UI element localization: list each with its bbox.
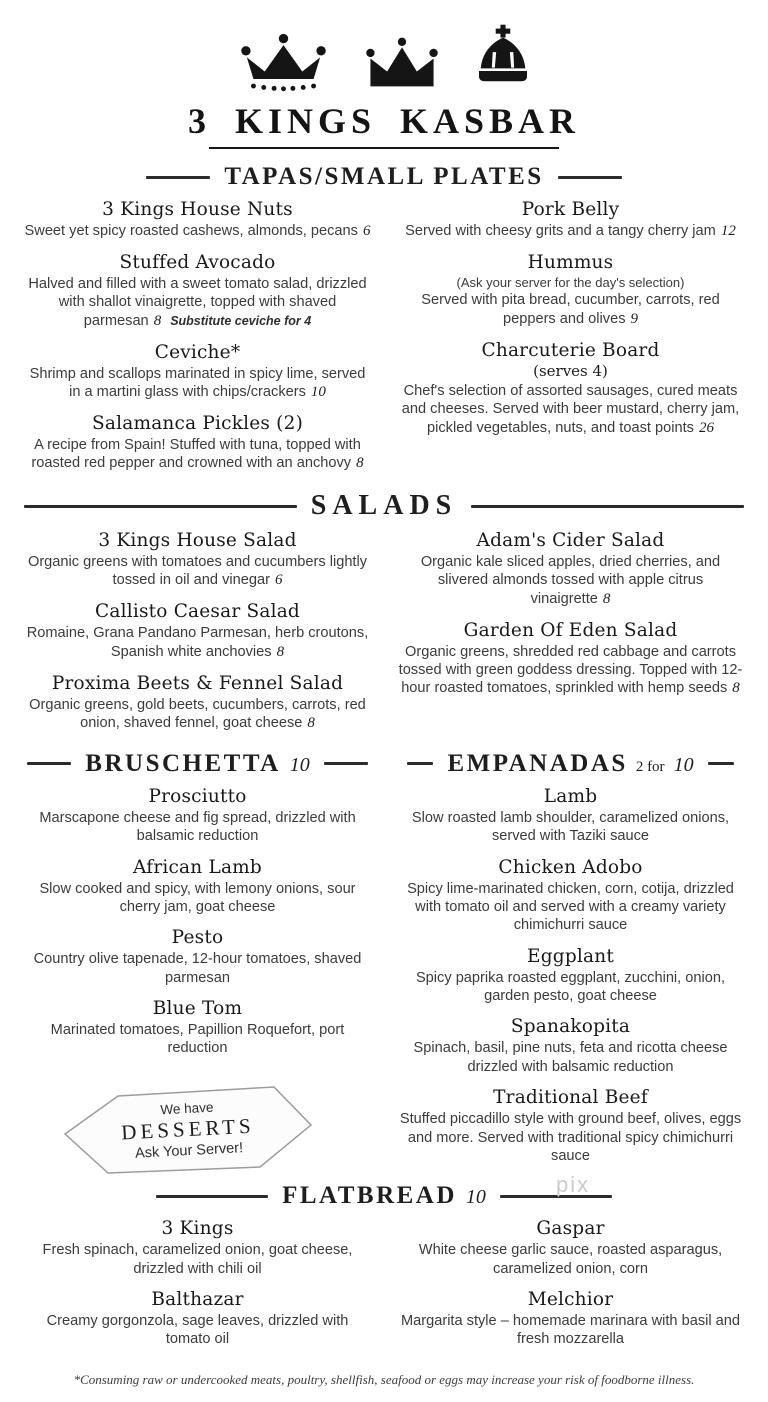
desserts-line1: We have xyxy=(159,1099,214,1118)
item-description xyxy=(397,382,744,438)
menu-item xyxy=(24,342,371,402)
menu-item xyxy=(397,620,744,699)
header-rule xyxy=(324,762,368,765)
item-name: Pork Belly xyxy=(521,199,620,220)
item-description: Margarita style – homemade marinara with basil and fresh mozzarella xyxy=(400,1313,741,1348)
restaurant-title: 3 KINGS KASBAR xyxy=(187,101,581,141)
menu-item xyxy=(397,1016,744,1076)
bruschetta-column xyxy=(24,748,371,1177)
salads-header xyxy=(0,490,768,522)
menu-item xyxy=(24,1218,371,1278)
item-name: Eggplant xyxy=(527,945,614,967)
item-price: 6 xyxy=(274,572,283,589)
crown-icons-row xyxy=(0,12,768,94)
header-rule xyxy=(471,505,744,508)
item-price: 8 xyxy=(307,714,315,731)
item-name: Melchior xyxy=(527,1289,614,1311)
menu-item xyxy=(397,252,744,329)
section-bruschetta-empanadas xyxy=(0,748,768,1177)
open-crown-icon xyxy=(236,32,331,94)
item-name: Balthazar xyxy=(151,1289,244,1311)
item-description-text: A recipe from Spain! Stuffed with tuna, topped with roasted red pepper and crowned with an anchovy xyxy=(31,436,361,472)
item-description-text: Halved and filled with a sweet tomato salad, drizzled with shallot vinaigrette, topped with shaved parmesan xyxy=(28,275,367,329)
section-price: 10 xyxy=(465,1186,486,1209)
section-title-text: EMPANADAS xyxy=(447,749,628,777)
tapas-header xyxy=(0,163,768,191)
solid-crown-icon xyxy=(363,36,441,94)
item-price: 9 xyxy=(630,310,638,327)
tapas-right-column xyxy=(397,199,744,484)
item-description: Spinach, basil, pine nuts, feta and ricotta cheese drizzled with balsamic reduction xyxy=(413,1040,728,1075)
menu-item xyxy=(24,413,371,473)
item-description xyxy=(24,436,371,473)
item-description: White cheese garlic sauce, roasted asparagus, caramelized onion, corn xyxy=(418,1242,723,1277)
header-rule xyxy=(27,762,71,765)
item-name: Traditional Beef xyxy=(493,1087,648,1109)
header-rule xyxy=(146,176,210,179)
menu-item xyxy=(24,199,371,241)
menu-item xyxy=(397,786,744,846)
item-description xyxy=(397,222,744,241)
menu-item xyxy=(24,927,371,987)
item-name: African Lamb xyxy=(133,856,262,878)
salads-right-column xyxy=(397,530,744,744)
salads-columns xyxy=(0,530,768,744)
item-name: Chicken Adobo xyxy=(498,856,643,878)
photo-watermark: pix xyxy=(556,1172,591,1197)
menu-item xyxy=(397,1087,744,1165)
item-description xyxy=(24,365,371,402)
item-description: Slow roasted lamb shoulder, caramelized onions, served with Taziki sauce xyxy=(411,809,730,845)
menu-item xyxy=(24,857,371,917)
flatbread-left-column xyxy=(24,1218,371,1360)
tapas-left-column xyxy=(24,199,371,484)
imperial-crown-icon xyxy=(473,24,533,94)
section-title: SALADS xyxy=(310,490,458,522)
menu-item xyxy=(397,946,744,1006)
item-description-text: Romaine, Grana Pandano Parmesan, herb croutons, Spanish white anchovies xyxy=(26,625,369,660)
item-description-text: Organic greens, gold beets, cucumbers, carrots, red onion, shaved fennel, goat cheese xyxy=(29,696,366,731)
section-title xyxy=(282,1182,486,1210)
item-subnote: (Ask your server for the day's selection) xyxy=(456,274,685,290)
section-price: 10 xyxy=(289,753,310,776)
desserts-line2: DESSERTS xyxy=(120,1113,255,1145)
item-description-text: Organic kale sliced apples, dried cherries, and slivered almonds tossed with apple citrus vinaigrette xyxy=(420,554,721,607)
header-rule xyxy=(708,762,734,765)
menu-item xyxy=(397,1289,744,1349)
item-name: Prosciutto xyxy=(148,785,247,807)
item-price: 26 xyxy=(698,419,714,436)
section-salads xyxy=(0,488,768,744)
item-description-text: Served with pita bread, cucumber, carrots, red peppers and olives xyxy=(421,292,720,327)
section-title: TAPAS/SMALL PLATES xyxy=(224,163,544,190)
item-name: Callisto Caesar Salad xyxy=(95,601,300,623)
item-name: 3 Kings xyxy=(161,1218,234,1240)
item-description: Slow cooked and spicy, with lemony onions, sour cherry jam, goat cheese xyxy=(39,880,356,915)
flatbread-header xyxy=(0,1182,768,1210)
item-description xyxy=(397,553,744,609)
header-rule xyxy=(500,1195,612,1198)
header-rule xyxy=(407,762,433,765)
item-name: Proxima Beets & Fennel Salad xyxy=(51,672,344,694)
item-name: Charcuterie Board xyxy=(481,339,660,361)
item-name: Pesto xyxy=(171,927,224,949)
masthead xyxy=(0,12,768,157)
menu-item xyxy=(24,673,371,733)
item-name: Spanakopita xyxy=(510,1016,631,1038)
item-description xyxy=(24,275,371,331)
header-rule xyxy=(558,176,622,179)
section-flatbread xyxy=(0,1180,768,1360)
item-name: Blue Tom xyxy=(152,998,243,1020)
bruschetta-empanadas-columns xyxy=(0,748,768,1177)
item-description: Spicy lime-marinated chicken, corn, cotija, drizzled with tomato oil and served with a creamy variety chimichurri sauce xyxy=(407,880,734,934)
section-title-text: FLATBREAD xyxy=(282,1182,457,1210)
item-description: Stuffed piccadillo style with ground beef, olives, eggs and more. Served with traditional spicy chimichurri sauce xyxy=(399,1111,742,1164)
item-description-text: Organic greens with tomatoes and cucumbers lightly tossed in oil and vinegar xyxy=(27,554,368,589)
item-description-text: Chef's selection of assorted sausages, cured meats and cheeses. Served with beer mustard, cherry jam, pickled vegetables, nuts, and toast points xyxy=(401,382,740,436)
item-price: 8 xyxy=(276,643,285,660)
item-price: 6 xyxy=(362,223,371,239)
item-price: 10 xyxy=(310,383,326,400)
desserts-line3: Ask Your Server! xyxy=(134,1140,243,1162)
item-name: 3 Kings House Salad xyxy=(98,530,297,552)
item-price: 12 xyxy=(720,223,736,239)
item-name: Ceviche* xyxy=(154,341,241,363)
item-description xyxy=(24,696,371,733)
section-title xyxy=(85,750,309,778)
menu-item xyxy=(24,786,371,846)
tapas-columns xyxy=(0,199,768,484)
item-description: Spicy paprika roasted eggplant, zucchini, onion, garden pesto, goat cheese xyxy=(415,969,726,1005)
consumer-advisory-footnote: *Consuming raw or undercooked meats, poultry, shellfish, seafood or eggs may increase your risk of foodborne illness. xyxy=(73,1371,695,1387)
item-description: Marscapone cheese and fig spread, drizzled with balsamic reduction xyxy=(39,809,356,845)
section-tapas xyxy=(0,161,768,484)
menu-item xyxy=(24,998,371,1058)
item-description xyxy=(24,624,371,661)
menu-item xyxy=(397,1218,744,1278)
item-description: Marinated tomatoes, Papillion Roquefort, port reduction xyxy=(50,1022,345,1057)
title-underline xyxy=(209,147,559,149)
item-name: Lamb xyxy=(543,785,598,807)
item-description-text: Shrimp and scallops marinated in spicy lime, served in a martini glass with chips/crackers xyxy=(29,365,366,400)
menu-item xyxy=(397,199,744,241)
section-price: 10 xyxy=(673,753,694,776)
bruschetta-header xyxy=(24,750,371,778)
item-name: 3 Kings House Nuts xyxy=(102,199,293,220)
flatbread-columns xyxy=(0,1218,768,1360)
section-title-text: BRUSCHETTA xyxy=(85,749,281,777)
item-name: Garden Of Eden Salad xyxy=(463,619,678,641)
item-description: Fresh spinach, caramelized onion, goat cheese, drizzled with chili oil xyxy=(42,1242,353,1277)
menu-item xyxy=(397,530,744,609)
item-price: 8 xyxy=(602,590,611,607)
item-name: Salamanca Pickles (2) xyxy=(92,412,303,434)
item-subnote: (serves 4) xyxy=(533,361,608,380)
section-price-prefix: 2 for xyxy=(635,758,665,775)
menu-item xyxy=(397,857,744,935)
menu-item xyxy=(24,530,371,590)
item-description xyxy=(397,643,744,699)
item-name: Gaspar xyxy=(536,1218,605,1240)
item-name: Hummus xyxy=(527,251,614,273)
item-price: 8 xyxy=(732,680,740,697)
section-title xyxy=(447,750,693,778)
item-description-text: Organic greens, shredded red cabbage and carrots tossed with green goddess dressing. Topped with 12-hour roasted tomatoes, sprinkled with hemp seeds xyxy=(398,643,743,697)
empanadas-column xyxy=(397,748,744,1177)
menu-item xyxy=(24,1289,371,1349)
menu-item xyxy=(397,340,744,438)
menu-item xyxy=(24,601,371,661)
item-description-text: Served with cheesy grits and a tangy cherry jam xyxy=(405,223,716,239)
desserts-callout-text xyxy=(59,1077,315,1182)
item-description xyxy=(24,553,371,590)
item-price: 8 xyxy=(356,455,364,472)
header-rule xyxy=(156,1195,268,1198)
menu-item xyxy=(24,252,371,331)
flatbread-right-column xyxy=(397,1218,744,1360)
salads-left-column xyxy=(24,530,371,744)
empanadas-header xyxy=(397,750,744,778)
item-name: Adam's Cider Salad xyxy=(476,530,665,552)
item-description xyxy=(24,222,371,241)
item-description: Country olive tapenade, 12-hour tomatoes, shaved parmesan xyxy=(33,951,362,986)
item-note: Substitute ceviche for 4 xyxy=(170,313,312,328)
header-rule xyxy=(24,505,297,508)
item-price: 8 xyxy=(153,312,162,329)
item-description-text: Sweet yet spicy roasted cashews, almonds, pecans xyxy=(24,223,358,239)
desserts-callout xyxy=(62,1084,314,1176)
item-description: Creamy gorgonzola, sage leaves, drizzled with tomato oil xyxy=(46,1313,349,1348)
item-name: Stuffed Avocado xyxy=(119,251,276,273)
item-description xyxy=(397,291,744,328)
